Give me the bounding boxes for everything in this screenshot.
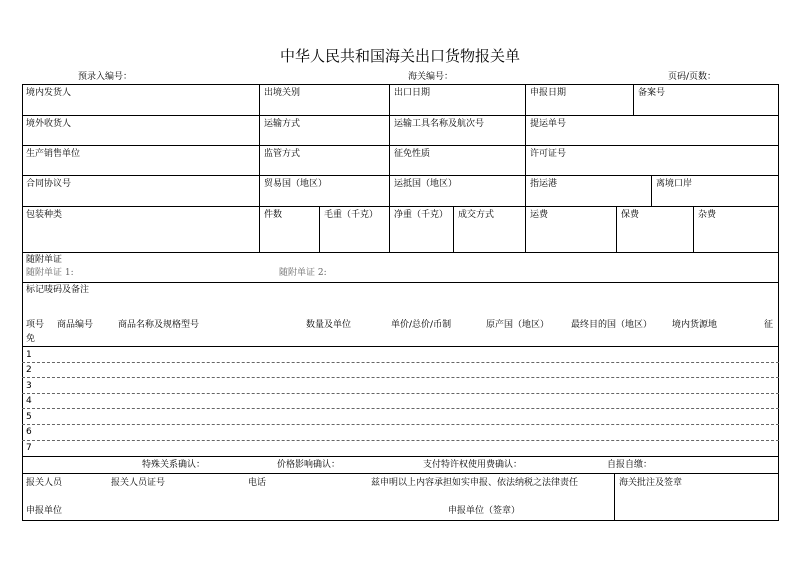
goods-qty-header: 数量及单位: [306, 320, 352, 330]
destination-country-label: 运抵国（地区）: [394, 179, 458, 189]
item-number: 3: [26, 381, 32, 391]
item-number: 2: [26, 365, 32, 375]
goods-item-header: 项号: [26, 320, 45, 330]
misc-fee-label: 杂费: [698, 210, 717, 220]
exit-port-label: 离境口岸: [656, 179, 693, 189]
consignor-label: 境内发货人: [26, 88, 72, 98]
phone-label: 电话: [248, 478, 267, 488]
producer-label: 生产销售单位: [26, 149, 81, 159]
record-no-label: 备案号: [638, 88, 666, 98]
declare-unit-seal-label: 申报单位（签章）: [448, 506, 521, 516]
freight-label: 运费: [530, 210, 549, 220]
marks-remarks-label: 标记唛码及备注: [26, 285, 90, 295]
license-no-label: 许可证号: [530, 149, 567, 159]
trade-country-label: 贸易国（地区）: [264, 179, 328, 189]
goods-price-header: 单价/总价/币制: [391, 320, 452, 330]
goods-exempt-header: 征: [764, 320, 774, 330]
tax-nature-label: 征免性质: [394, 149, 431, 159]
special-relation-label: 特殊关系确认：: [142, 460, 206, 470]
export-date-label: 出口日期: [394, 88, 431, 98]
transport-mode-label: 运输方式: [264, 119, 301, 129]
document-1-label: 随附单证 1:: [26, 268, 74, 278]
self-pay-label: 自报自缴：: [607, 460, 653, 470]
page-count-label: 页码/页数：: [668, 72, 717, 82]
item-number: 5: [26, 412, 32, 422]
consignee-label: 境外收货人: [26, 119, 72, 129]
vessel-voyage-label: 运输工具名称及航次号: [394, 119, 485, 129]
goods-exempt-header-wrap: 免: [26, 334, 36, 344]
royalty-label: 支付特许权使用费确认：: [423, 460, 523, 470]
documents-label: 随附单证: [26, 255, 63, 265]
transaction-mode-label: 成交方式: [458, 210, 495, 220]
goods-final-dest-header: 最终目的国（地区）: [571, 320, 653, 330]
declarant-label: 报关人员: [26, 478, 63, 488]
customs-no-label: 海关编号：: [408, 72, 454, 82]
supervision-mode-label: 监管方式: [264, 149, 301, 159]
item-number: 1: [26, 350, 32, 360]
customs-approval-label: 海关批注及签章: [619, 478, 683, 488]
insurance-label: 保费: [621, 210, 640, 220]
pieces-label: 件数: [264, 210, 283, 220]
item-number: 6: [26, 427, 32, 437]
document-2-label: 随附单证 2:: [279, 268, 327, 278]
declare-unit-label: 申报单位: [26, 506, 63, 516]
net-weight-label: 净重（千克）: [394, 210, 449, 220]
item-number: 4: [26, 396, 32, 406]
gross-weight-label: 毛重（千克）: [324, 210, 379, 220]
goods-origin-header: 原产国（地区）: [486, 320, 550, 330]
bill-no-label: 提运单号: [530, 119, 567, 129]
goods-source-header: 境内货源地: [672, 320, 718, 330]
price-influence-label: 价格影响确认：: [277, 460, 341, 470]
exit-customs-label: 出境关别: [264, 88, 301, 98]
item-number: 7: [26, 443, 32, 453]
pre-entry-no-label: 预录入编号：: [78, 72, 133, 82]
declarant-cert-label: 报关人员证号: [111, 478, 166, 488]
goods-code-header: 商品编号: [57, 320, 94, 330]
declare-date-label: 申报日期: [530, 88, 567, 98]
contract-no-label: 合同协议号: [26, 179, 72, 189]
goods-name-header: 商品名称及规格型号: [118, 320, 200, 330]
port-label: 指运港: [530, 179, 558, 189]
form-title: 中华人民共和国海关出口货物报关单: [279, 47, 520, 65]
declaration-statement: 兹申明以上内容承担如实申报、依法纳税之法律责任: [371, 478, 579, 488]
package-type-label: 包装种类: [26, 210, 63, 220]
